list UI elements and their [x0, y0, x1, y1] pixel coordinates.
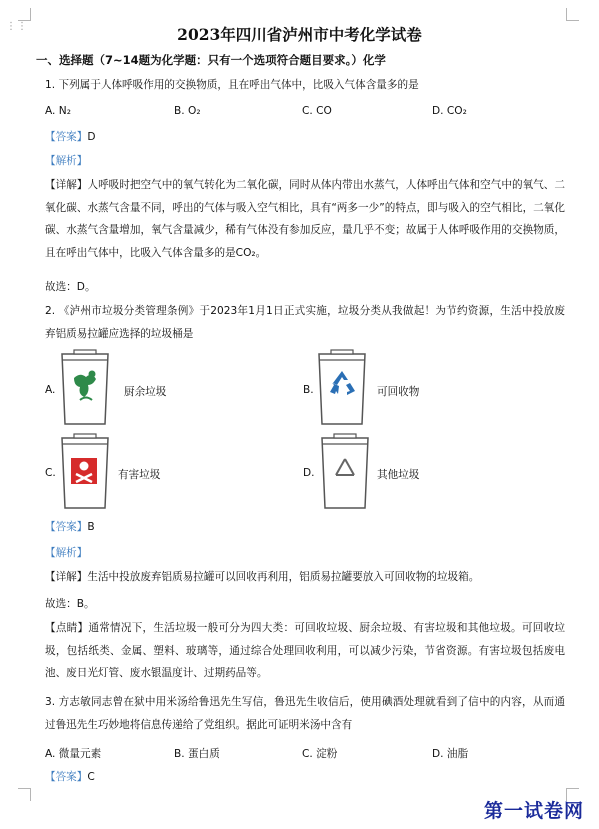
answer-tag: 【答案】 [45, 521, 88, 533]
detail-text: 人呼吸时把空气中的氧气转化为二氧化碳，同时从体内带出水蒸气，人体呼出气体和空气中的氧气、二氧化碳、水蒸气含量不同，呼出的气体与吸入空气相比，具有“两多一少”的特点，即与吸入的空气相比，二氧化碳、水蒸气含量增加，氧气含量减少，稀有气体没有参加反应，量几乎不变；故属于人体呼吸作用的交换物质，且在呼出气体中，比吸入气体含量多的是CO₂。 [45, 179, 565, 259]
q2-option-b-label: 可回收物 [377, 386, 420, 398]
q3-option-a: A. 微量元素 [45, 748, 102, 760]
drag-handle-icon[interactable]: ⋮⋮ [6, 21, 28, 32]
q2-conclusion: 故选：B。 [45, 598, 95, 610]
page-corner-mark [18, 8, 31, 21]
detail-text: 生活中投放废弃铝质易拉罐可以回收再利用，铝质易拉罐要放入可回收物的垃圾箱。 [87, 571, 480, 583]
recycle-bin-icon [317, 348, 367, 428]
q1-answer [45, 130, 96, 144]
page-corner-mark [18, 788, 31, 801]
answer-tag: 【答案】 [45, 771, 88, 783]
site-watermark: 第一试卷网 [484, 800, 585, 822]
question-3-stem: 3. 方志敏同志曾在狱中用米汤给鲁迅先生写信，鲁迅先生收信后，使用碘酒处理就看到了信中的内容，从而通过鲁迅先生巧妙地将信息传递给了党组织。据此可证明米汤中含有 [45, 696, 565, 731]
q2-option-a-letter: A. [45, 384, 56, 396]
q1-option-a: A. N₂ [45, 105, 71, 117]
q1-detail [45, 174, 565, 266]
q3-answer [45, 770, 95, 784]
section-heading: 一、选择题（7~14题为化学题：只有一个选项符合题目要求。）化学 [36, 53, 386, 67]
food-waste-bin-icon [60, 348, 110, 428]
q1-option-c: C. CO [302, 105, 332, 117]
q1-analysis-tag: 【解析】 [45, 155, 88, 167]
detail-tag: 【详解】 [45, 179, 88, 191]
q3-option-b: B. 蛋白质 [174, 748, 220, 760]
detail-tag: 【详解】 [45, 571, 88, 583]
answer-value: D [87, 131, 96, 143]
question-2-stem: 2. 《泸州市垃圾分类管理条例》于2023年1月1日正式实施，垃圾分类从我做起！为节约资源，生活中投放废弃铝质易拉罐应选择的垃圾桶是 [45, 305, 565, 340]
answer-value: C [87, 771, 95, 783]
q1-option-b: B. O₂ [174, 105, 201, 117]
answer-value: B [87, 521, 95, 533]
q2-option-d-label: 其他垃圾 [377, 469, 420, 481]
q1-option-d: D. CO₂ [432, 105, 467, 117]
page-corner-mark [566, 8, 579, 21]
answer-tag: 【答案】 [45, 131, 88, 143]
q2-option-c-letter: C. [45, 467, 56, 479]
q2-option-b-letter: B. [303, 384, 314, 396]
comment-text: 通常情况下，生活垃圾一般可分为四大类：可回收垃圾、厨余垃圾、有害垃圾和其他垃圾。可回收垃圾，包括纸类、金属、塑料、玻璃等，通过综合处理回收利用，可以减少污染，节省资源。有害垃圾包括废电池、废日光灯管、废水银温度计、过期药品等。 [45, 622, 566, 679]
q2-detail [45, 566, 565, 588]
other-waste-bin-icon [320, 432, 370, 512]
hazardous-bin-icon [60, 432, 110, 512]
q2-option-c-label: 有害垃圾 [118, 469, 161, 481]
question-1-stem: 1. 下列属于人体呼吸作用的交换物质，且在呼出气体中，比吸入气体含量多的是 [45, 79, 419, 91]
q3-option-c: C. 淀粉 [302, 748, 338, 760]
comment-tag: 【点睛】 [45, 622, 89, 634]
q1-conclusion: 故选：D。 [45, 281, 96, 293]
q2-analysis-tag: 【解析】 [45, 547, 88, 559]
page-title: 2023年四川省泸州市中考化学试卷 [177, 25, 422, 44]
q2-comment [45, 617, 565, 685]
q3-option-d: D. 油脂 [432, 748, 469, 760]
q2-option-d-letter: D. [303, 467, 315, 479]
q2-answer [45, 520, 95, 534]
q2-option-a-label: 厨余垃圾 [124, 386, 167, 398]
